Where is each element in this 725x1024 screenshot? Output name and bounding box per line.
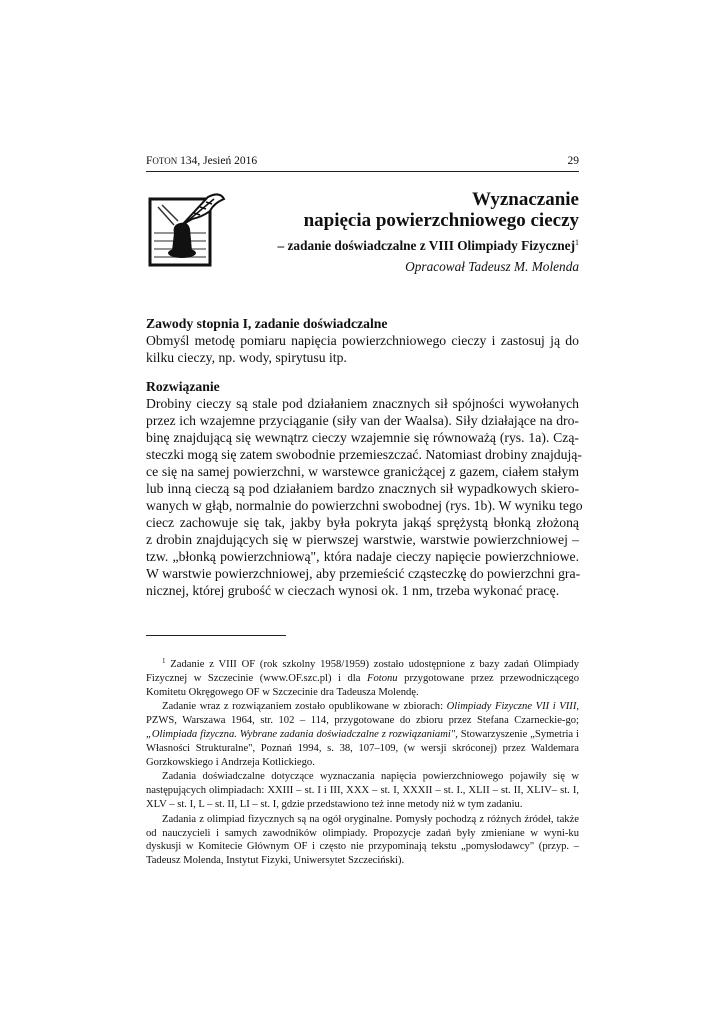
task-heading: Zawody stopnia I, zadanie doświadczalne <box>146 316 388 331</box>
journal-issue: 134, Jesień 2016 <box>177 155 258 167</box>
solution-line: nicznej, której grubość w cieczach wynosi ok. 1 nm, trzeba wykonać pracę. <box>146 583 560 598</box>
solution-line: binę znajdującą się wewnątrz cieczy wzajemnie się równoważą (rys. 1a). Czą- <box>146 430 579 445</box>
footnote-olympiads: Zadania doświadczalne dotyczące wyznaczania napięcia powierzchniowego pojawiły się w następujących olimpiadach: XXIII – st. I i III, XXX – st. I, XXXII – st. I., XLII – st. II, XLIV– st. I, XLV – st. I, L – st. II, LI – st. I, gdzie przedstawiono też inne metody niż w tym zadaniu. <box>146 771 579 810</box>
article-subtitle <box>159 234 579 254</box>
footnote-rule <box>146 635 286 636</box>
footnotes <box>146 655 579 869</box>
subtitle-text: – zadanie doświadczalne z VIII Olimpiady Fizycznej <box>277 238 575 253</box>
article-title-line2: napięcia powierzchniowego cieczy <box>303 210 579 231</box>
footnote-ref: 1 <box>575 238 579 247</box>
title-block <box>159 189 579 276</box>
solution-line: steczki mogą się zatem swobodnie przemieszczać. Natomiast drobiny znajdują- <box>146 447 582 462</box>
footnote-1: $^1$ Zadanie z VIII OF (rok szkolny 1958/1959) zostało udostępnione z bazy zadań Olimpiady Fizycznej w Szczecinie (www.OF.szc.pl) i dla Fotonu przygotowane przez przewodniczącego Komitetu Okręgowego OF w Szczecinie dra Tadeusza Molendę. <box>146 657 579 698</box>
footnote-origin: Zadania z olimpiad fizycznych są na ogół oryginalne. Pomysły pochodzą z różnych źródeł, także od nauczycieli i samych zawodników olimpiady. Propozycje zadań były zmieniane w wyni-ku dyskusji w Komitecie Głównym OF i często nie przypominają tekstu „pomysłodawcy" (przyp. – Tadeusz Molenda, Instytut Fizyki, Uniwersytet Szczeciński). <box>146 813 579 867</box>
solution-heading: Rozwiązanie <box>146 379 220 394</box>
solution-line: przez ich wzajemne przyciąganie (siły van der Waalsa). Siły działające na dro- <box>146 413 579 428</box>
journal-smallcaps: OTON <box>152 156 178 166</box>
footnote-publication: Zadanie wraz z rozwiązaniem zostało opublikowane w zbiorach: Olimpiady Fizyczne VII i VIII, PZWS, Warszawa 1964, str. 102 – 114, przygotowane do zbioru przez Stefana Czarneckie-go; „Olimpiada fizyczna. Wybrane zadania doświadczalne z rozwiązaniami", Stowarzyszenie „Symetria i Własności Strukturalne", Poznań 1994, s. 38, 107–109, (w wersji skróconej) przez Waldemara Gorzkowskiego i Andrzeja Kotlickiego. <box>146 701 579 768</box>
solution-line: wanych w głąb, normalnie do powierzchni swobodnej (rys. 1b). W wyniku tego <box>146 498 583 513</box>
journal-initial: F <box>146 155 153 167</box>
task-line: kilku cieczy, np. wody, spirytusu itp. <box>146 350 347 365</box>
journal-name <box>146 155 257 167</box>
solution-line: Drobiny cieczy są stale pod działaniem znacznych sił spójności wywołanych <box>146 396 579 411</box>
article-title-line1: Wyznaczanie <box>472 189 579 210</box>
author-line: Opracował Tadeusz M. Molenda <box>405 259 579 274</box>
task-section <box>146 315 579 366</box>
header-rule <box>146 171 579 172</box>
solution-line: ce się na samej powierzchni, w warstewce granicżącej z gazem, ciałem stałym <box>146 464 579 479</box>
solution-line: z drobin znajdujących się w pierwszej warstwie, warstwie powierzchniowej – <box>146 532 579 547</box>
task-line: Obmyśl metodę pomiaru napięcia powierzchniowego cieczy i zastosuj ją do <box>146 333 579 348</box>
solution-line: lub inną cieczą są pod działaniem bardzo znacznych sił wypadkowych skiero- <box>146 481 579 496</box>
running-header <box>146 155 579 167</box>
solution-line: tzw. „błonką powierzchniową", która nadaje cieczy napięcie powierzchniowe. <box>146 549 579 564</box>
solution-line: ciecz zachowuje się tak, jakby była pokryta jakąś sprężystą błonką złożoną <box>146 515 579 530</box>
solution-line: W warstwie powierzchniowej, aby przemieścić cząsteczkę do powierzchni gra- <box>146 566 581 581</box>
page-number: 29 <box>567 155 579 167</box>
solution-section <box>146 378 583 599</box>
footnote-mark: 1 <box>162 657 166 665</box>
